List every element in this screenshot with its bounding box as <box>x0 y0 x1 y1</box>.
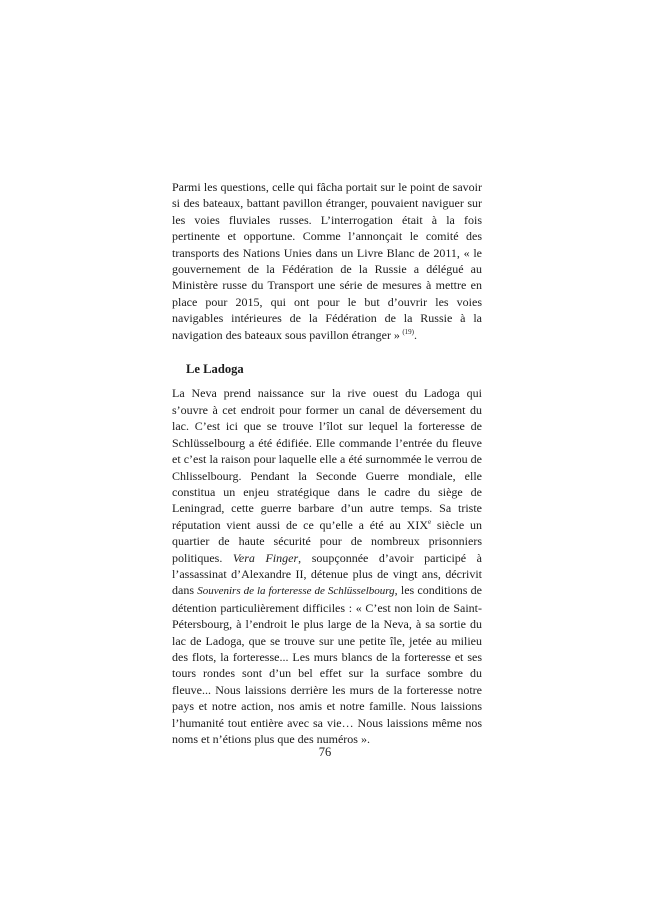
footnote-ref: (19) <box>402 327 415 336</box>
paragraph-2-part1: La Neva prend naissance sur la rive ouest du Ladoga qui s’ouvre à cet endroit pour former un canal de déversement du lac. C’est ici que se trouve l’îlot sur lequel la forteresse de Schlüsselbourg a été édifiée. Elle commande l’entrée du fleuve et c’est la raison pour laquelle elle a été surnommée le verrou de Chlisselbourg. Pendant la Seconde Guerre mondiale, elle constitua un enjeu stratégique dans le cadre du siège de Leningrad, cette guerre barbare d’un autre temps. Sa triste réputation vient aussi de ce qu’elle a été au XIX <box>172 386 482 532</box>
paragraph-1-end: . <box>414 327 418 342</box>
section-heading: Le Ladoga <box>186 362 244 377</box>
paragraph-2-part4: , les conditions de détention particulièrement difficiles : « C’est non loin de Saint-Pétersbourg, à l’endroit le plus large de la Neva, à sa sortie du lac de Ladoga, que se trouve sur une petite île, jetée au milieu des flots, la forteresse... Les murs blancs de la forteresse et ses tours rondes sont d’un bel effet sur la surface sombre du fleuve... Nous laissions derrière les murs de la forteresse notre pays et notre action, nos amis et notre famille. Nous laissions l’humanité tout entière avec sa vie… Nous laissions même nos noms et n’étions plus que des numéros ». <box>172 583 482 746</box>
book-title: Souvenirs de la forteresse de Schlüsselbourg <box>197 585 395 598</box>
page-number: 76 <box>318 745 332 759</box>
paragraph-1-text: Parmi les questions, celle qui fâcha portait sur le point de savoir si des bateaux, battant pavillon étranger, pouvaient naviguer sur les voies fluviales russes. L’interrogation était à la fois pertinente et opportune. Comme l’annonçait le comité des transports des Nations Unies dans un Livre Blanc de 2011, « le gouvernement de la Fédération de la Russie a délégué au Ministère russe du Transport une série de mesures à mettre en place pour 2015, qui ont pour le but d’ouvrir les voies navigables intérieures de la Fédération de la Russie à la navigation des bateaux sous pavillon étranger » <box>172 180 482 342</box>
person-name: Vera Finger <box>232 550 299 565</box>
paragraph-2-part3: , soupçonnée d’avoir participé à l’assassinat d’Alexandre II, détenue plus de vingt ans, décrivit dans <box>172 550 483 598</box>
century-superscript: e <box>428 517 432 526</box>
paragraph-2-part2: siècle un quartier de haute sécurité pour de nombreux prisonniers politiques. <box>172 517 482 565</box>
body-text <box>172 179 482 747</box>
paragraph-1 <box>172 179 482 343</box>
paragraph-2 <box>172 385 482 747</box>
